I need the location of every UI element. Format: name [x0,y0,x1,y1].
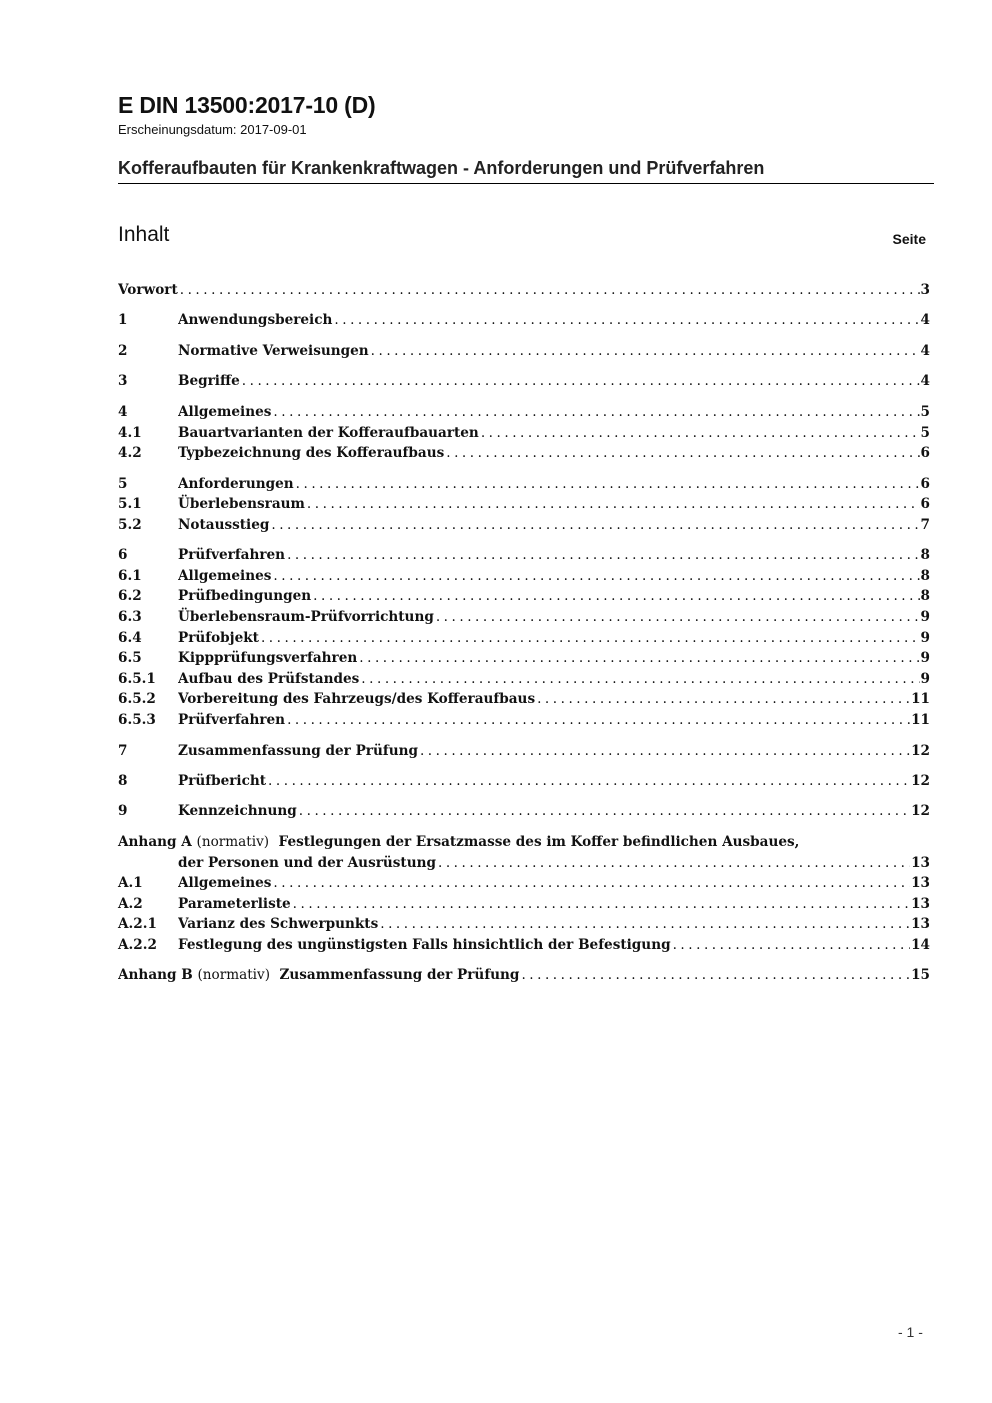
toc-entry-page: 9 [920,609,930,626]
dot-leader [481,423,920,444]
toc-entry-anhang-a[interactable] [118,832,930,853]
toc-entry-title: Typbezeichnung des Kofferaufbaus [178,445,445,462]
toc-entry-number: A.2 [118,895,143,912]
toc-entry-title: Aufbau des Prüfstandes [178,670,360,687]
toc-entry-page: 12 [911,742,930,759]
toc-entry-title: Vorwort [118,282,178,298]
toc-entry-title: Normative Verweisungen [178,342,369,359]
dot-leader [293,894,910,915]
toc-entry-vorwort[interactable] [118,280,930,301]
toc-entry-page: 6 [920,445,930,462]
toc-entry-title: Anwendungsbereich [178,312,333,329]
toc-entry-number: 5.1 [118,496,142,513]
annex-b-heading [118,965,521,986]
toc-entry-number: 6.3 [118,609,142,626]
toc-entry-number: 6.5 [118,650,142,667]
dot-leader [420,741,910,762]
toc-entry-7[interactable] [118,741,930,762]
dot-leader [446,443,919,464]
toc-entry-page: 12 [911,803,930,820]
table-of-contents [118,280,930,986]
dot-leader [287,710,910,731]
toc-entry-6[interactable] [118,545,930,566]
toc-entry-3[interactable] [118,371,930,392]
toc-entry-number: 3 [118,373,128,390]
annex-b-label: Anhang B [118,967,193,984]
document-title: Kofferaufbauten für Krankenkraftwagen - Anforderungen und Prüfverfahren [118,158,765,178]
title-rule [118,183,934,184]
toc-entry-title: Festlegung des ungünstigsten Falls hinsichtlich der Befestigung [178,936,671,953]
toc-entry-a-2-2[interactable] [118,935,930,956]
dot-leader [268,771,910,792]
toc-entry-8[interactable] [118,771,930,792]
dot-leader [242,371,920,392]
toc-entry-page: 13 [911,875,930,892]
dot-leader [299,801,910,822]
toc-entry-page: 13 [911,895,930,912]
dot-leader [380,914,910,935]
toc-entry-number: 6.2 [118,588,142,605]
toc-entry-page: 9 [920,670,930,687]
toc-entry-6-1[interactable] [118,566,930,587]
toc-entry-title: Parameterliste [178,895,291,912]
dot-leader [361,669,919,690]
toc-entry-page: 9 [920,629,930,646]
page-column-label: Seite [892,231,926,247]
toc-entry-5-2[interactable] [118,515,930,536]
toc-entry-number: A.2.1 [118,916,157,933]
toc-entry-number: 6.4 [118,629,142,646]
dot-leader [273,566,919,587]
toc-entry-page: 13 [911,916,930,933]
toc-entry-title: Begriffe [178,373,240,390]
toc-entry-a-1[interactable] [118,873,930,894]
dot-leader [371,341,920,362]
dot-leader [673,935,910,956]
toc-entry-title: Vorbereitung des Fahrzeugs/des Kofferaufbaus [178,691,536,708]
toc-entry-number: 5.2 [118,516,142,533]
toc-entry-6-5[interactable] [118,648,930,669]
toc-entry-number: 8 [118,773,128,789]
toc-entry-anhang-a-cont[interactable] [118,853,930,874]
annex-a-type: (normativ) [196,833,270,850]
toc-entry-page: 6 [920,475,930,492]
toc-entry-title: Kennzeichnung [178,803,297,820]
toc-entry-2[interactable] [118,341,930,362]
toc-entry-page: 8 [920,588,930,605]
toc-entry-title: Überlebensraum-Prüfvorrichtung [178,609,434,626]
annex-b-title: Zusammenfassung der Prüfung [279,967,520,984]
toc-entry-title: Prüfbericht [178,773,267,789]
dot-leader [273,402,919,423]
toc-entry-title: Allgemeines [178,875,272,892]
toc-entry-number: 9 [118,803,128,820]
toc-entry-page: 4 [920,312,930,329]
toc-entry-6-5-1[interactable] [118,669,930,690]
dot-leader [521,965,910,986]
toc-entry-number: 2 [118,342,128,359]
toc-entry-number: A.2.2 [118,936,157,953]
toc-entry-title: Prüfobjekt [178,629,259,646]
toc-entry-page: 13 [911,854,930,871]
dot-leader [436,607,920,628]
toc-entry-page: 15 [911,967,930,984]
toc-entry-page: 8 [920,547,930,564]
toc-entry-title: Zusammenfassung der Prüfung [178,742,418,759]
toc-entry-number: 7 [118,742,128,759]
toc-entry-title: Prüfverfahren [178,547,286,564]
toc-entry-number: 4.2 [118,445,142,462]
annex-a-heading-line [118,832,799,853]
toc-entry-page: 3 [920,282,930,298]
toc-entry-number: 6.5.2 [118,691,156,708]
dot-leader [359,648,919,669]
toc-entry-page: 4 [920,373,930,390]
dot-leader [287,545,919,566]
toc-entry-title: Allgemeines [178,567,272,584]
toc-entry-number: 5 [118,475,128,492]
toc-entry-6-5-3[interactable] [118,710,930,731]
dot-leader [261,628,920,649]
toc-entry-4[interactable] [118,402,930,423]
toc-entry-number: 6.5.3 [118,712,156,729]
annex-a-title-line1: Festlegungen der Ersatzmasse des im Koffer befindlichen Ausbaues, [278,833,800,850]
toc-entry-title: Bauartvarianten der Kofferaufbauarten [178,424,479,441]
toc-entry-title: Kippprüfungsverfahren [178,650,358,667]
toc-entry-title: Prüfverfahren [178,712,286,729]
page-number: - 1 - [898,1324,923,1340]
toc-entry-title: Prüfbedingungen [178,588,312,605]
toc-entry-page: 7 [920,516,930,533]
toc-entry-page: 14 [911,936,930,953]
toc-entry-6-2[interactable] [118,586,930,607]
toc-entry-number: 6 [118,547,128,564]
toc-entry-title: Anforderungen [178,475,294,492]
toc-entry-page: 11 [911,691,930,708]
toc-entry-page: 8 [920,567,930,584]
toc-entry-page: 11 [911,712,930,729]
toc-entry-1[interactable] [118,310,930,331]
toc-entry-page: 6 [920,496,930,513]
dot-leader [271,515,919,536]
toc-entry-title: Notausstieg [178,516,270,533]
toc-entry-number: 4.1 [118,424,142,441]
toc-entry-9[interactable] [118,801,930,822]
dot-leader [438,853,910,874]
toc-entry-number: 6.5.1 [118,670,156,687]
toc-entry-anhang-b[interactable] [118,965,930,986]
toc-entry-page: 12 [911,773,930,789]
toc-entry-4-1[interactable] [118,423,930,444]
toc-heading: Inhalt [118,223,170,246]
toc-entry-number: A.1 [118,875,143,892]
toc-entry-title: Allgemeines [178,403,272,420]
dot-leader [296,474,920,495]
annex-b-type: (normativ) [197,967,270,984]
toc-entry-page: 5 [920,424,930,441]
toc-entry-6-5-2[interactable] [118,689,930,710]
annex-a-title-line2: der Personen und der Ausrüstung [178,854,436,871]
document-id: E DIN 13500:2017-10 (D) [118,92,376,118]
toc-entry-title: Überlebensraum [178,496,305,513]
publication-date: Erscheinungsdatum: 2017-09-01 [118,122,307,137]
toc-entry-5-1[interactable] [118,494,930,515]
dot-leader [180,280,920,301]
toc-entry-a-2[interactable] [118,894,930,915]
dot-leader [334,310,919,331]
toc-entry-4-2[interactable] [118,443,930,464]
toc-entry-number: 4 [118,403,128,420]
toc-entry-5[interactable] [118,474,930,495]
toc-entry-page: 4 [920,342,930,359]
dot-leader [273,873,910,894]
toc-entry-page: 9 [920,650,930,667]
toc-entry-page: 5 [920,403,930,420]
toc-entry-a-2-1[interactable] [118,914,930,935]
toc-entry-6-3[interactable] [118,607,930,628]
dot-leader [307,494,920,515]
dot-leader [537,689,910,710]
dot-leader [313,586,919,607]
annex-a-label: Anhang A [118,833,192,850]
toc-entry-title: Varianz des Schwerpunkts [178,916,379,933]
toc-entry-6-4[interactable] [118,628,930,649]
toc-entry-number: 1 [118,312,128,329]
toc-entry-number: 6.1 [118,567,142,584]
